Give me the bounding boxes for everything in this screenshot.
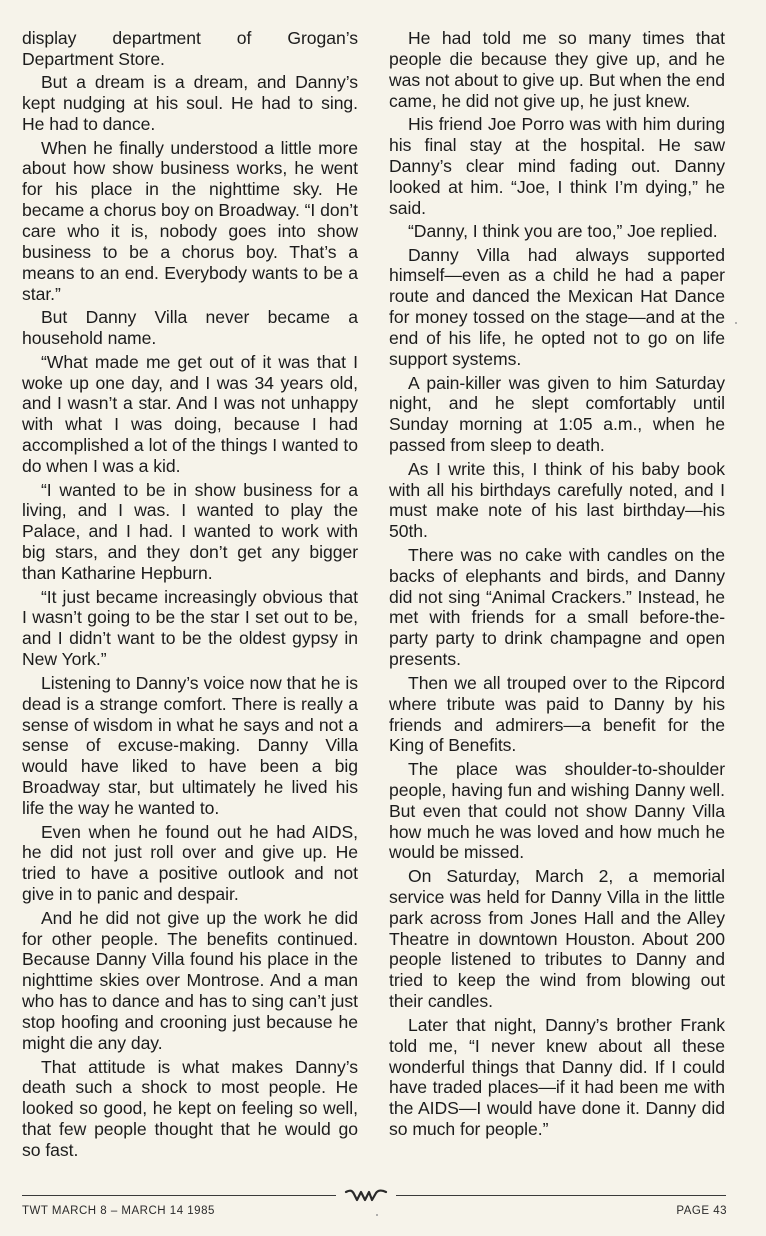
paragraph: The place was shoulder-to-shoulder people, having fun and wishing Danny well. But even that could not show Danny Villa how much he was loved and how much he would be missed. xyxy=(389,758,725,863)
paragraph: That attitude is what makes Danny’s death such a shock to most people. He looked so good, he kept on feeling so well, that few people thought that he would go so fast. xyxy=(22,1056,358,1161)
paragraph: On Saturday, March 2, a memorial service was held for Danny Villa in the little park across from Jones Hall and the Alley Theatre in downtown Houston. About 200 people listened to tributes to Danny and tried to keep the wind from blowing out their candles. xyxy=(389,865,725,1012)
footer-rule-right xyxy=(396,1195,726,1196)
article-column-right xyxy=(389,28,725,1143)
paragraph: His friend Joe Porro was with him during his final stay at the hospital. He saw Danny’s clear mind fading out. Danny looked at him. “Joe, I think I’m dying,” he said. xyxy=(389,114,725,218)
paragraph: Even when he found out he had AIDS, he did not just roll over and give up. He tried to have a positive outlook and not give in to panic and despair. xyxy=(22,821,358,905)
paragraph: display department of Grogan’s Department Store. xyxy=(22,28,358,69)
twt-ornament-icon xyxy=(340,1186,392,1204)
print-speck xyxy=(735,322,737,324)
paragraph: And he did not give up the work he did for other people. The benefits continued. Because Danny Villa found his place in the nighttime skies over Montrose. And a man who has to dance and has to sing can’t just stop hoofing and crooning just because he might die any day. xyxy=(22,907,358,1054)
paragraph: Danny Villa had always supported himself—even as a child he had a paper route and danced the Mexican Hat Dance for money tossed on the stage—and at the end of his life, he opted not to go on life support systems. xyxy=(389,244,725,370)
paragraph: “Danny, I think you are too,” Joe replied. xyxy=(408,221,718,242)
paragraph: Later that night, Danny’s brother Frank told me, “I never knew about all these wonderful things that Danny did. If I could have traded places—if it had been me with the AIDS—I would have done it. Danny did so much for people.” xyxy=(389,1014,725,1140)
paragraph: “What made me get out of it was that I woke up one day, and I was 34 years old, and I wasn’t a star. And I was not unhappy with what I was doing, because I had accomplished a lot of the things I wanted to do when I was a kid. xyxy=(22,351,358,477)
issue-date: TWT MARCH 8 – MARCH 14 1985 xyxy=(22,1205,215,1217)
page-footer xyxy=(22,1204,727,1222)
print-speck xyxy=(376,1214,378,1216)
footer-rule-left xyxy=(22,1195,336,1196)
paragraph: He had told me so many times that people die because they give up, and he was not about to give up. But when the end came, he did not give up, he just knew. xyxy=(389,28,725,111)
paragraph: Then we all trouped over to the Ripcord where tribute was paid to Danny by his friends and admirers—a benefit for the King of Benefits. xyxy=(389,672,725,756)
paragraph: When he finally understood a little more about how show business works, he went for his place in the nighttime sky. He became a chorus boy on Broadway. “I don’t care who it is, nobody goes into show business to be a chorus boy. That’s a means to an end. Everybody wants to be a star.” xyxy=(22,137,359,304)
paragraph: A pain-killer was given to him Saturday night, and he slept comfortably until Sunday morning at 1:05 a.m., when he passed from sleep to death. xyxy=(389,372,725,456)
paragraph: Listening to Danny’s voice now that he is dead is a strange comfort. There is really a sense of wisdom in what he says and not a sense of excuse-making. Danny Villa would have liked to have been a big Broadway star, but ultimately he lived his life the way he wanted to. xyxy=(22,672,358,819)
paragraph: “I wanted to be in show business for a living, and I was. I wanted to play the Palace, and I had. I wanted to work with big stars, and they don’t get any bigger than Katharine Hepburn. xyxy=(22,479,358,584)
paragraph: There was no cake with candles on the backs of elephants and birds, and Danny did not sing “Animal Crackers.” Instead, he met with friends for a small before-the-party party to drink champagne and open presents. xyxy=(389,544,725,670)
paragraph: But a dream is a dream, and Danny’s kept nudging at his soul. He had to sing. He had to dance. xyxy=(22,72,358,135)
paragraph: But Danny Villa never became a household name. xyxy=(22,307,358,349)
paragraph: “It just became increasingly obvious that I wasn’t going to be the star I set out to be, and I didn’t want to be the oldest gypsy in New York.” xyxy=(22,586,358,670)
paragraph: As I write this, I think of his baby book with all his birthdays carefully noted, and I must make note of his last birthday—his 50th. xyxy=(389,458,725,542)
article-column-left xyxy=(22,28,358,1164)
page-number: PAGE 43 xyxy=(676,1205,727,1217)
